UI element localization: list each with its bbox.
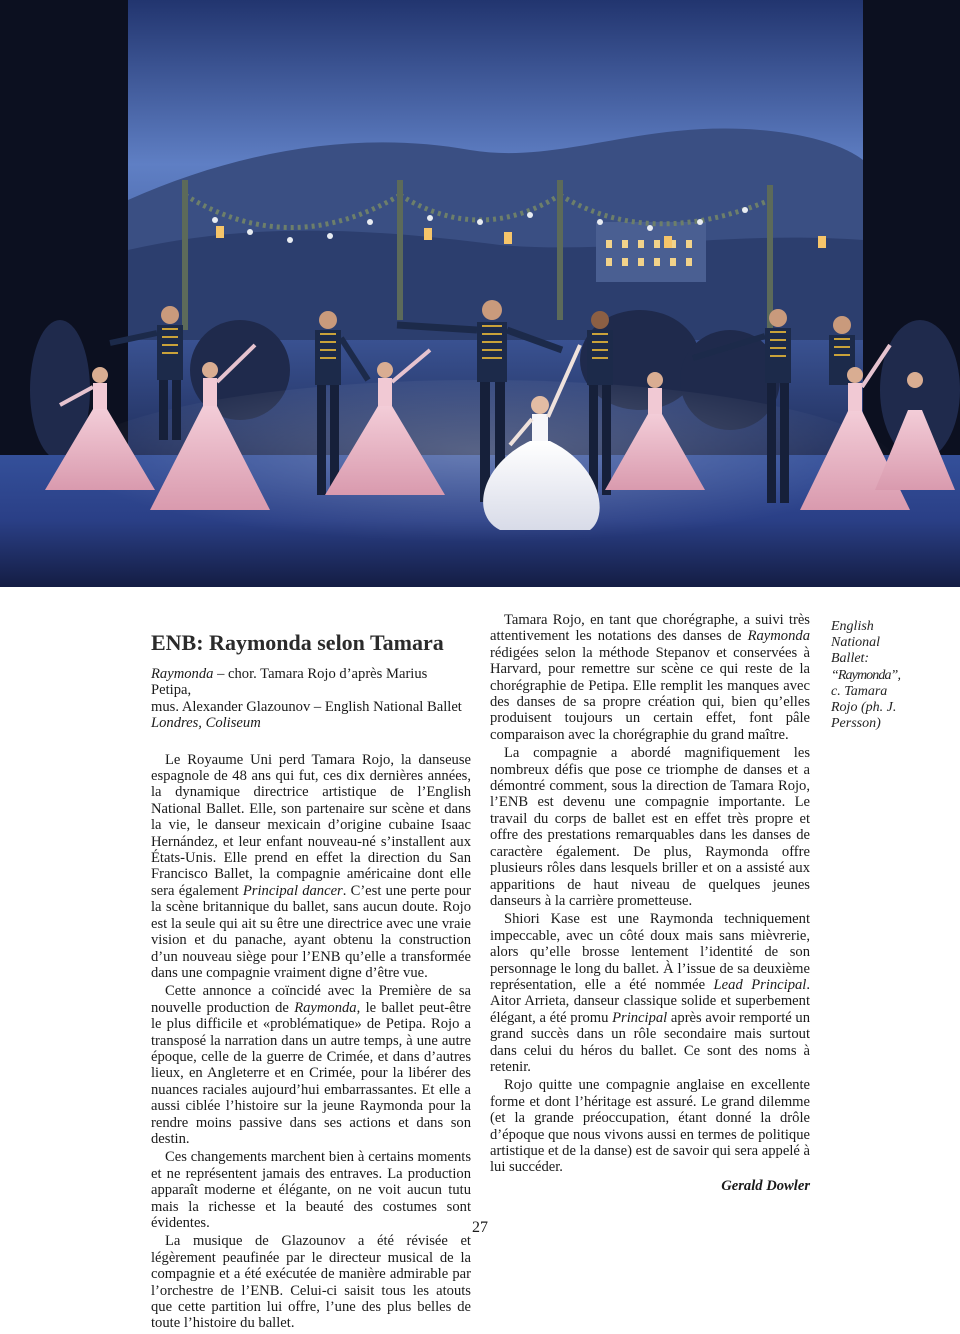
stage-photo-icon [0,0,960,587]
paragraph-text: Tamara Rojo, en tant que chorégraphe, a suivi très attentivement les notations des danses de [490,612,810,645]
paragraph-text: Le Royaume Uni perd Tamara Rojo, la danseuse espagnole de 48 ans qui fut, ces dix dernières années, la dynamique directrice artistique de l’English National Ballet. Elle, son partenaire sur scène et dans la vie, le danseur mexicain d’origine cubaine Isaac Hernández, et leur enfant nouveau-né s’installent aux États-Unis. Elle prend en effet la direction du San Francisco Ballet, la compagnie américaine dont elle sera également [151,751,471,899]
credits-line-venue [151,715,471,731]
performance-credits [151,666,471,732]
article-column-right [490,612,810,1194]
caption-line: National [831,635,881,651]
caption-line: Rojo (ph. J. [831,700,897,716]
credits-ballet-title: Raymonda [151,666,214,682]
photo-caption [831,619,921,732]
credits-choreographer: – chor. Tamara Rojo d’après Marius Petipa, [151,666,428,699]
caption-line: Ballet: [831,651,870,667]
article-paragraph-6: La compagnie a abordé magnifiquement les nombreux défis que pose ce triomphe de danses et a démontré comment, sous la direction de Tamara Rojo, l’ENB est devenu une compagnie importante. Le travail du corps de ballet est en effet très propre et offre des prestations remarquables dans les danses de caractère également. De plus, Raymonda offre plusieurs rôles dans lesquels briller et on a assisté aux apparitions de haut niveau de quelques jeunes danseurs à la carrière prometteuse. [490,745,810,909]
credits-line-choreography [151,666,471,699]
paragraph-emphasis: Lead Principal [713,976,807,993]
article-paragraph-5 [490,612,810,743]
paragraph-emphasis: Principal [612,1009,668,1026]
credits-line-music: mus. Alexander Glazounov – English National Ballet [151,698,462,715]
paragraph-emphasis: Raymonda [747,628,810,645]
stage-photo [0,0,960,587]
paragraph-text: . Aitor Arrieta, danseur classique solide et superbement élégant, a été promu [490,976,811,1026]
page-number: 27 [472,1219,488,1236]
caption-line: c. Tamara [831,683,888,699]
caption-line: English [831,619,874,634]
paragraph-text: Shiori Kase est une Raymonda techniquement impeccable, avec un côté doux mais sans mièvrerie, alors qu’elle brosse lentement l’identité de son personnage le long du ballet. À l’issue de sa deuxième représentation, elle a été nommée [490,911,810,993]
paragraph-text: rédigées selon la méthode Stepanov et conservées à Harvard, pour remettre sur scène ce qui reste de la chorégraphie de Petipa. Elle remplit les manques avec des danses de sa propre création qui, bien qu’elles produisent toujours un certain effet, font pâle comparaison avec la chorégraphie du grand maître. [490,644,810,743]
article-paragraph-2 [151,983,471,1147]
caption-line: Persson) [831,716,881,732]
paragraph-text: , le ballet peut-être le plus difficile et «problématique» de Petipa. Rojo a transposé la narration dans un autre temps, à une autre époque, celle de la guerre de Crimée, et dans d’autres lieux, en Angleterre et en Crimée, pour la libérer des nuances raciales aujourd’hui embarrassantes. Et elle a aussi ciblée l’histoire sur la jeune Raymonda pour la rendre moins passive dans ses actions et dans son destin. [151,999,471,1147]
author-signature: Gerald Dowler [721,1177,810,1194]
paragraph-emphasis: Principal dancer [242,882,343,899]
paragraph-text: après avoir remporté un grand succès dans un rôle secondaire mais surtout dans celui du héros du ballet. Ce sont des noms à retenir. [490,1009,810,1075]
article-paragraph-8: Rojo quitte une compagnie anglaise en excellente forme et dont l’héritage est assuré. Le grand dilemme (et la grande préoccupation, étant donné la drôle d’époque que nous vivons aussi en termes de politique artistique et de la danse) est de savoir qui sera appelé à lui succéder. [490,1077,810,1176]
article-paragraph-1 [151,752,471,982]
caption-line: “Raymonda”, [831,667,901,683]
credits-venue: Londres, Coliseum [151,715,261,732]
paragraph-text: . C’est une perte pour la scène britannique du ballet, sans aucun doute. Rojo est la seule qui ait su être une directrice avec une vraie vision et du panache, ayant obtenu la construction d’un nouveau siège pour l’ENB qu’elle a transformée dans une compagnie vraiment digne d’être vue. [151,882,471,981]
paragraph-text: Cette annonce a coïncidé avec la Première de sa nouvelle production de [151,983,471,1016]
article-paragraph-4: La musique de Glazounov a été révisée et légèrement peaufinée par le directeur musical de la compagnie et a été exécutée de manière admirable par l’orchestre de l’ENB. Celui-ci saisit tous les atouts que cette partition lui offre, l’une des plus belles de toute l’histoire du ballet. [151,1233,471,1332]
article-paragraph-3: Ces changements marchent bien à certains moments et ne représentent jamais des entraves. La production apparaît moderne et élégante, on ne voit aucun tutu mais la richesse et la beauté des costumes sont évidentes. [151,1149,471,1231]
article-title: ENB: Raymonda selon Tamara [151,630,444,655]
paragraph-emphasis: Raymonda [294,999,357,1016]
article-paragraph-7 [490,911,810,1075]
